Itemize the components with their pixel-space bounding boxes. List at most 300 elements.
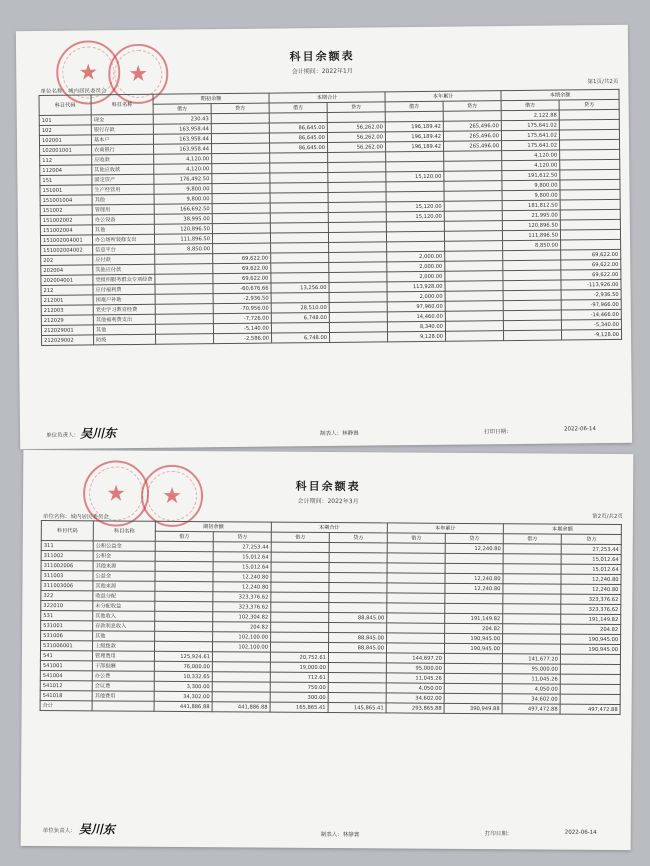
accounting-period: 会计期间：2022年3月 [297,497,359,506]
amount-cell [444,191,502,202]
amount-cell: 34,302.00 [154,691,212,701]
account-name: 管理用 [92,204,154,215]
amount-cell [387,633,445,643]
amount-cell [444,231,502,242]
column-subheader: 贷方 [327,102,385,113]
amount-cell [271,542,329,552]
amount-cell: 11,045.26 [386,673,444,683]
amount-cell [212,153,270,164]
amount-cell [328,182,386,193]
amount-cell: 196,189.42 [385,121,443,132]
amount-cell: 9,800.00 [154,194,212,205]
amount-cell: 12,240.80 [213,582,271,592]
amount-cell: 12,240.80 [445,573,503,583]
amount-cell: 9,800.00 [154,184,212,195]
column-header: 本年累计 [385,91,501,102]
amount-cell [503,320,561,331]
amount-cell [271,562,329,572]
amount-cell: 88,845.00 [328,643,386,653]
account-name: 信息平台 [93,244,155,255]
balance-sheet-page-2 [21,450,634,850]
amount-cell [503,544,561,554]
account-name: 银行存款 [91,124,153,135]
amount-cell [503,260,561,271]
amount-cell: 111,896.50 [154,234,212,245]
amount-cell: 56,262.00 [327,122,385,133]
amount-cell: 76,000.00 [154,661,212,671]
amount-cell: 12,240.80 [445,543,503,553]
amount-cell: 4,120.00 [154,154,212,165]
account-code: 202004 [41,265,93,276]
account-name: 公积公益金 [93,541,155,551]
amount-cell: 12,240.80 [561,584,621,594]
amount-cell [387,543,445,553]
official-seal: ★ [83,460,149,526]
amount-cell [155,611,213,621]
amount-cell: 113,928.00 [387,281,445,292]
account-name: 其他来源 [93,581,155,591]
amount-cell: 2,000.00 [387,291,445,302]
amount-cell: 300.00 [270,692,328,702]
amount-cell [270,182,328,193]
column-header: 期初余额 [155,521,271,532]
account-name: 公积金 [93,551,155,561]
amount-cell [329,282,387,293]
account-name: 办公场所装修支出 [92,234,154,245]
amount-cell [328,212,386,223]
amount-cell: 175,641.02 [501,120,559,131]
column-subheader: 借方 [503,534,561,544]
account-code: 151001004 [40,195,92,206]
amount-cell [444,181,502,192]
amount-cell [155,631,213,641]
column-subheader: 借方 [385,101,443,112]
balance-table [38,89,622,346]
column-subheader: 贷方 [213,532,271,542]
column-header: 科目名称 [93,521,155,541]
amount-cell [503,574,561,584]
amount-cell [270,212,328,223]
amount-cell [329,563,387,573]
amount-cell [155,314,213,325]
column-header: 本期余额 [501,89,619,100]
amount-cell: 191,612.50 [502,170,560,181]
amount-cell [212,692,270,702]
amount-cell: 6,748.00 [272,332,330,343]
table-maker: 制表人：林静寰 [320,831,360,839]
column-subheader: 借方 [153,104,211,115]
account-code: 322 [41,591,93,601]
amount-cell [327,112,385,123]
unit-name: 单位名称：城内居民委员会 [42,514,109,521]
amount-cell [387,613,445,623]
amount-cell [329,242,387,253]
column-header: 本年累计 [387,523,503,534]
amount-cell [387,573,445,583]
amount-cell [387,241,445,252]
account-code: 102001 [39,135,91,146]
amount-cell: 196,189.42 [386,141,444,152]
amount-cell: 175,641.02 [502,140,560,151]
amount-cell: 2,000.00 [387,251,445,262]
signer-label: 单位负责人： [46,432,80,439]
amount-cell [560,694,620,704]
amount-cell: 12,240.80 [213,572,271,582]
amount-cell [155,264,213,275]
amount-cell: -9,128.00 [562,329,622,340]
amount-cell: 14,460.00 [387,311,445,322]
amount-cell [328,152,386,163]
amount-cell [155,284,213,295]
column-subheader: 借方 [269,102,327,113]
amount-cell: 95,000.00 [502,664,560,674]
amount-cell: -14,466.00 [561,309,621,320]
amount-cell [503,310,561,321]
account-name: 未分配收益 [93,601,155,611]
amount-cell [155,551,213,561]
column-header: 科目代码 [39,95,91,116]
amount-cell [156,334,214,345]
amount-cell: 9,128.00 [388,331,446,342]
amount-cell: 102,304.82 [213,612,271,622]
amount-cell: 13,256.00 [271,282,329,293]
amount-cell [444,171,502,182]
official-seal: ★ [56,40,121,105]
amount-cell [444,211,502,222]
amount-cell [444,693,502,703]
amount-cell [503,594,561,604]
amount-cell: 165,865.41 [270,702,328,712]
account-code: 212029002 [42,335,94,346]
account-name: 防疫 [94,334,156,345]
amount-cell: 8,340.00 [387,321,445,332]
amount-cell: 144,697.20 [386,653,444,663]
amount-cell [444,151,502,162]
handwritten-signature: 吴川东 [79,426,117,441]
amount-cell: 3,300.00 [154,681,212,691]
amount-cell [445,261,503,272]
amount-cell [559,119,619,130]
amount-cell [560,209,620,220]
balance-sheet-page-1 [16,25,632,449]
page-number: 第1页/共2页 [587,78,619,86]
amount-cell: 111,896.50 [502,230,560,241]
amount-cell [560,229,620,240]
amount-cell [212,672,270,682]
amount-cell [560,219,620,230]
amount-cell [270,222,328,233]
amount-cell: 4,120.00 [154,164,212,175]
amount-cell: 69,622.00 [213,253,271,264]
amount-cell [155,571,213,581]
column-header: 本期余额 [503,524,621,535]
amount-cell: 28,510.00 [271,302,329,313]
amount-cell: 2,000.00 [387,261,445,272]
amount-cell [329,312,387,323]
account-code: 531006 [41,631,93,641]
amount-cell: 4,050.00 [386,683,444,693]
amount-cell [329,292,387,303]
amount-cell [386,221,444,232]
amount-cell: 323,376.62 [213,602,271,612]
account-name: 存款利息收入 [93,621,155,631]
amount-cell [328,663,386,673]
amount-cell [271,592,329,602]
amount-cell [328,162,386,173]
amount-cell [386,161,444,172]
column-subheader: 贷方 [561,534,621,544]
amount-cell [503,564,561,574]
amount-cell [329,593,387,603]
amount-cell [385,111,443,122]
amount-cell [155,324,213,335]
amount-cell: 190,945.00 [561,644,621,654]
account-name: 其他福利费支出 [93,314,155,325]
amount-cell [212,183,270,194]
account-code: 541 [40,650,92,660]
print-date-label: 打印日期： [484,429,512,436]
amount-cell: 204.82 [445,623,503,633]
amount-cell [270,162,328,173]
amount-cell: -60,676.66 [213,283,271,294]
account-name: 办公费 [92,671,154,681]
amount-cell: 293,865.88 [386,703,444,713]
amount-cell: 11,045.26 [502,674,560,684]
amount-cell [329,553,387,563]
amount-cell [270,152,328,163]
amount-cell: 95,000.00 [386,663,444,673]
account-name: 会议费 [92,681,154,691]
handwritten-signature: 吴川东 [78,822,115,837]
amount-cell: 323,376.62 [561,594,621,604]
amount-cell: -113,926.00 [561,279,621,290]
amount-cell [560,139,620,150]
amount-cell [503,584,561,594]
amount-cell [503,604,561,614]
amount-cell [504,330,562,341]
amount-cell: 69,622.00 [561,249,621,260]
account-code: 541004 [40,670,92,680]
column-subheader: 贷方 [443,101,501,112]
amount-cell: 9,800.00 [502,190,560,201]
amount-cell: 120,896.50 [154,224,212,235]
account-code: 311003006 [41,581,93,591]
amount-cell [444,161,502,172]
amount-cell [329,623,387,633]
amount-cell [560,684,620,694]
amount-cell [271,252,329,263]
official-seal: ★ [108,44,169,105]
amount-cell [155,581,213,591]
amount-cell [559,129,619,140]
amount-cell: 204.82 [213,622,271,632]
amount-cell: -5,340.00 [561,319,621,330]
amount-cell [561,239,621,250]
amount-cell [445,281,503,292]
amount-cell: 190,945.00 [445,633,503,643]
account-name: 公益金 [93,571,155,581]
account-name: 其他应收款 [92,164,154,175]
amount-cell: 163,958.44 [154,144,212,155]
account-name: 其他来源 [93,561,155,571]
amount-cell: 69,622.00 [213,263,271,274]
amount-cell [329,543,387,553]
amount-cell [212,203,270,214]
account-name: 收益分配 [93,591,155,601]
amount-cell: 204.82 [561,624,621,634]
account-name: 农商银行 [92,144,154,155]
account-code: 212001 [41,295,93,306]
amount-cell [386,181,444,192]
amount-cell [560,654,620,664]
unit-name: 单位名称：城内居民委员会 [40,88,107,95]
amount-cell: 102,100.00 [212,642,270,652]
account-name: 党史学习教育经费 [93,304,155,315]
amount-cell: 166,692.50 [154,204,212,215]
amount-cell [271,602,329,612]
amount-cell [155,294,213,305]
account-name: 应收款 [92,154,154,165]
amount-cell [329,272,387,283]
amount-cell [155,591,213,601]
amount-cell: 15,012.64 [213,562,271,572]
page-title: 科目余额表 [289,49,355,64]
amount-cell: -5,140.00 [213,323,271,334]
amount-cell: 56,262.00 [328,142,386,153]
account-code: 212 [41,285,93,296]
column-header: 科目名称 [91,94,153,115]
amount-cell [329,302,387,313]
amount-cell: 190,945.00 [561,634,621,644]
amount-cell [271,322,329,333]
amount-cell [445,291,503,302]
amount-cell: 390,949.88 [444,703,502,713]
accounting-period: 会计期间：2022年1月 [291,67,353,76]
print-date-label: 打印日期： [484,831,513,838]
column-header: 本期合计 [271,522,387,533]
amount-cell [503,644,561,654]
page-number: 第2页/共2页 [592,513,623,521]
amount-cell: 265,496.00 [444,141,502,152]
amount-cell [212,193,270,204]
amount-cell [271,272,329,283]
amount-cell: 125,924.61 [154,651,212,661]
amount-cell [212,173,270,184]
amount-cell [560,664,620,674]
account-code: 102 [39,125,91,136]
amount-cell [271,632,329,642]
account-name: 办公设备 [92,214,154,225]
column-subheader: 借方 [387,533,445,543]
amount-cell: 265,496.00 [443,131,501,142]
amount-cell: 323,376.62 [561,604,621,614]
account-code: 202004001 [41,275,93,286]
amount-cell: 2,000.00 [387,271,445,282]
amount-cell: 163,958.44 [153,134,211,145]
amount-cell: 86,645.00 [269,122,327,133]
amount-cell: -2,586.00 [214,333,272,344]
account-name: 干部报酬 [92,661,154,671]
amount-cell: 102,100.00 [213,632,271,642]
amount-cell [271,622,329,632]
amount-cell: 86,645.00 [269,132,327,143]
amount-cell: 4,120.00 [502,150,560,161]
account-name: 其他收入 [93,611,155,621]
amount-cell: 10,332.65 [154,671,212,681]
account-name [92,701,154,711]
amount-cell [503,634,561,644]
amount-cell: -97,966.00 [561,299,621,310]
amount-cell [271,582,329,592]
amount-cell: -2,936.50 [561,289,621,300]
amount-cell: 97,960.00 [387,301,445,312]
amount-cell [444,221,502,232]
amount-cell [444,663,502,673]
amount-cell: 712.61 [270,672,328,682]
amount-cell [560,199,620,210]
amount-cell: 34,602.00 [386,693,444,703]
amount-cell: 86,645.00 [270,142,328,153]
amount-cell [329,583,387,593]
amount-cell [328,653,386,663]
amount-cell: 15,012.64 [213,552,271,562]
page-title: 科目余额表 [295,479,361,494]
amount-cell: 15,120.00 [386,171,444,182]
amount-cell [269,112,327,123]
account-name: 其他 [93,324,155,335]
account-name: 生产经营用 [92,184,154,195]
amount-cell: 190,945.00 [445,643,503,653]
amount-cell: 175,641.02 [501,130,559,141]
amount-cell [445,603,503,613]
amount-cell: 88,845.00 [329,613,387,623]
amount-cell [387,643,445,653]
amount-cell: 176,492.50 [154,174,212,185]
amount-cell [212,223,270,234]
amount-cell: 20,752.61 [270,652,328,662]
amount-cell [560,674,620,684]
account-name: 其他 [93,631,155,641]
amount-cell: 21,995.00 [502,210,560,221]
column-subheader: 贷方 [329,533,387,543]
account-code: 151002004002 [41,245,93,256]
account-code: 541001 [40,660,92,670]
amount-cell [211,123,269,134]
account-code: 202 [41,255,93,266]
amount-cell [387,563,445,573]
account-code: 151001 [40,185,92,196]
column-subheader: 贷方 [211,103,269,114]
amount-cell [328,693,386,703]
account-code: 212003 [41,305,93,316]
account-code: 212029 [41,315,93,326]
amount-cell: 2,122.88 [501,110,559,121]
amount-cell [386,191,444,202]
amount-cell [271,612,329,622]
amount-cell: 19,000.00 [270,662,328,672]
amount-cell: 88,845.00 [329,633,387,643]
amount-cell: 120,896.50 [502,220,560,231]
amount-cell [271,292,329,303]
amount-cell [560,149,620,160]
amount-cell: 27,253.44 [213,542,271,552]
amount-cell: 34,602.00 [502,694,560,704]
amount-cell: 12,240.80 [445,583,503,593]
amount-cell: -7,726.00 [213,313,271,324]
amount-cell [329,252,387,263]
account-code: 112 [40,155,92,166]
amount-cell [445,311,503,322]
